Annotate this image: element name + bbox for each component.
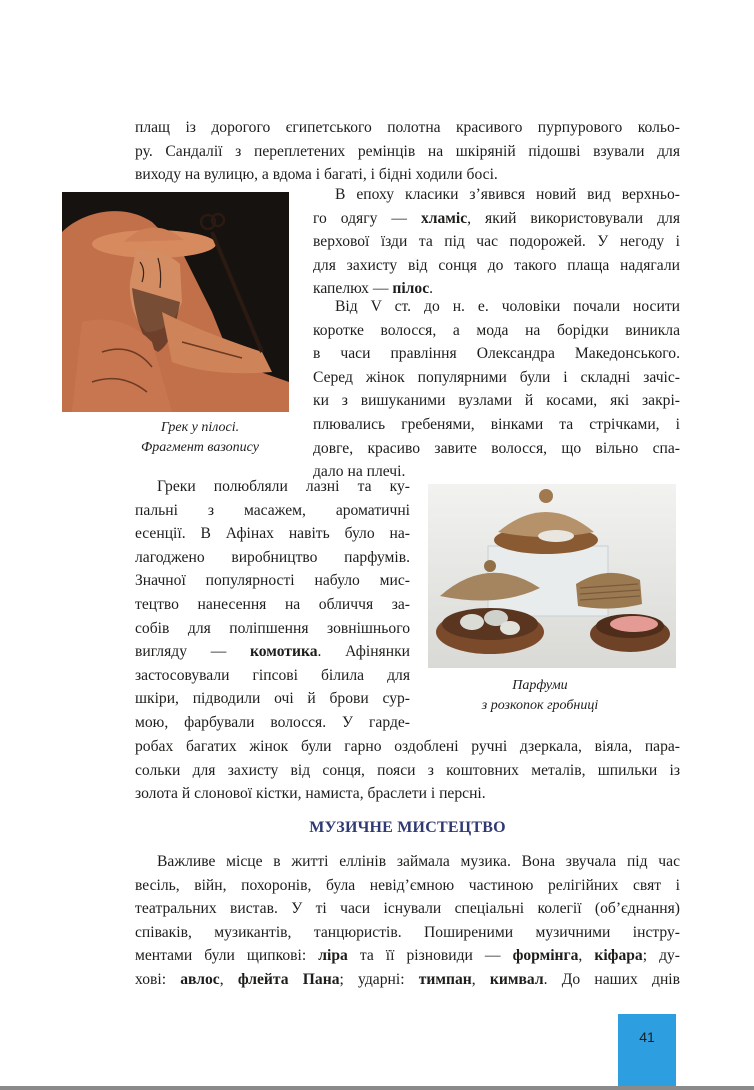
text-line: есенції. В Афінах навіть було на- [135,525,410,543]
text-line: золота й слонової кістки, намиста, браслети і персні. [135,785,486,803]
term-lyre: ліра [318,947,348,965]
text-run: капелюх — [313,280,393,298]
text-run: та її різновиди — [347,947,513,965]
text-run: . Афінянки [317,643,410,661]
perfume-vessels-image [428,484,676,668]
text-line: коротке волосся, а мода на борідки виникла [313,321,680,339]
text-line: верхової їзди та під час подорожей. У негоду і [313,233,680,251]
term-komotika: комотика [250,643,318,661]
text-run: , який використовували для [467,209,680,227]
paragraph-hairstyles [313,295,680,484]
caption-line: Грек у пілосі. [160,420,240,435]
text-run: , [578,947,595,965]
text-line: плащ із дорогого єгипетського полотна красивого пурпурового кольо- [135,119,680,136]
paragraph-bathing-cosmetics [135,475,410,735]
text-line: тецтво нанесення на обличчя за- [135,595,410,613]
text-line: Серед жінок популярними були і складні зачіс- [313,368,680,386]
text-line: шкіри, підводили очі й брови сур- [135,690,410,708]
text-line: ки з вишуканими вузлами й косами, які закрі- [313,392,680,410]
text-line: В епоху класики з’явився новий вид верхньо- [335,186,680,203]
text-line: ру. Сандалії з переплетених ремінців на шкіряній підошві взували для [135,142,680,160]
text-run: хові: [135,970,181,988]
paragraph-intro [135,116,680,187]
text-line: весіль, війн, похоронів, була невід’ємною частиною релігійних свят і [135,876,680,894]
term-phorminx: формінга [512,947,579,965]
paragraph-music [135,850,680,992]
bottom-rule [0,1086,754,1090]
text-line [135,944,680,968]
text-run: го одягу — [313,209,421,227]
text-line: пальні з масажем, ароматичні [135,501,410,519]
text-line [135,968,680,992]
text-line: дало на плечі. [313,463,406,481]
page-number-tab [618,1014,676,1090]
term-kithara: кіфара [594,947,643,965]
text-line: лагоджено виробництво парфумів. [135,548,410,566]
term-chlamys: хламіс [420,209,468,227]
caption-line: Фрагмент вазопису [140,440,259,455]
caption-line: з розкопок гробниці [481,698,599,713]
term-pan-flute: флейта Пана [237,970,340,988]
figure-vase-painting [62,192,289,412]
text-line: виходу на вулицю, а вдома і багаті, і бідні ходили босі. [135,166,498,184]
term-cymbal: кимвал [489,970,544,988]
text-run: . До наших днів [543,970,681,988]
section-heading-music: МУЗИЧНЕ МИСТЕЦТВО [309,819,506,836]
term-aulos: авлос [180,970,220,988]
vase-painting-image [62,192,289,412]
page-number: 41 [639,1029,655,1045]
text-line: собів для поліпшення зовнішнього [135,619,410,637]
text-line: сольки для захисту від сонця, пояси з коштовних металів, шпильки із [135,761,680,779]
paragraph-bathing-continued [135,735,680,806]
text-run: , [471,970,490,988]
term-tympanon: тимпан [418,970,472,988]
text-line: Важливе місце в житті еллінів займала музика. Вона звучала під час [157,853,680,870]
text-line: співаків, музикантів, танцюристів. Поширеними музичними інстру- [135,923,680,941]
text-line: театральних вистав. У ті часи існували спеціальні колегії (об’єднання) [135,900,680,918]
text-run: , [219,970,238,988]
text-line [135,640,410,664]
text-run: . [429,280,434,298]
text-line: Значної популярності набуло мис- [135,572,410,590]
text-line: довге, красиво завите волосся, що вільно спа- [313,439,680,457]
text-line: в часи правління Олександра Македонського. [313,345,680,363]
text-line: робах багатих жінок були гарно оздоблені ручні дзеркала, віяла, пара- [135,738,680,755]
figure-vase-caption [90,418,310,458]
text-line: мою, фарбували волосся. У гарде- [135,713,410,731]
text-run: вигляду — [135,643,251,661]
text-line: Греки полюбляли лазні та ку- [157,478,410,495]
text-line [313,207,680,231]
text-run: ; ударні: [339,970,419,988]
text-line: для захисту від сонця до такого плаща надягали [313,256,680,274]
term-pilos: пілос [392,280,430,298]
paragraph-chlamys [313,183,680,301]
text-line: застосовували гіпсові білила для [135,666,410,684]
text-run: ментами були щипкові: [135,947,319,965]
text-line: Від V ст. до н. е. чоловіки почали носити [335,298,680,315]
caption-line: Парфуми [512,678,568,693]
text-line: плювались гребенями, вінками та стрічками, і [313,415,680,433]
text-run: ; ду- [642,947,681,965]
figure-perfume-vessels [428,484,676,668]
figure-perfume-caption [430,676,650,716]
